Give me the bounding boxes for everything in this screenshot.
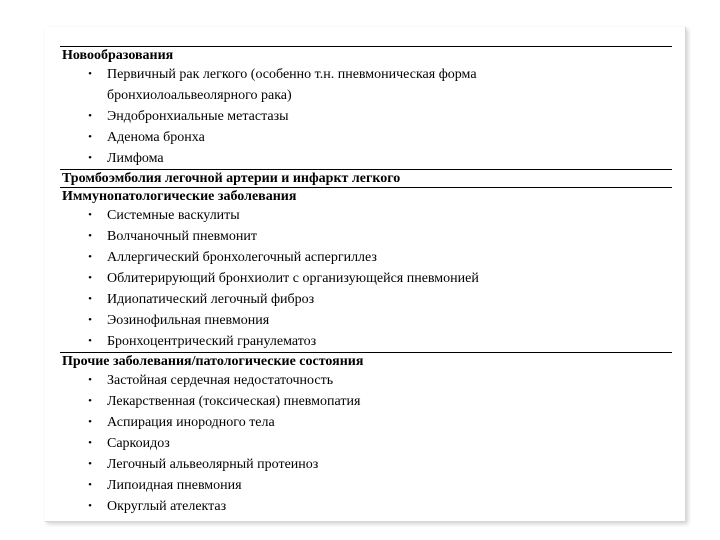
list-item-text: Эндобронхиальные метастазы	[107, 109, 289, 124]
list-item	[60, 268, 672, 289]
bullet-icon: •	[88, 500, 92, 512]
list-item	[60, 205, 672, 226]
section-list-neoplasms	[60, 64, 672, 169]
list-item	[60, 289, 672, 310]
section-list-other-conditions	[60, 370, 672, 517]
bullet-icon: •	[88, 314, 92, 326]
bullet-icon: •	[88, 209, 92, 221]
list-item-text: Идиопатический легочный фиброз	[107, 292, 315, 307]
section-heading-neoplasms: Новообразования	[60, 46, 672, 64]
list-item	[60, 433, 672, 454]
list-item	[60, 391, 672, 412]
list-item	[60, 454, 672, 475]
section-list-immunopathologic	[60, 205, 672, 352]
list-item-text: Аллергический бронхолегочный аспергиллез	[107, 250, 377, 265]
bullet-icon: •	[88, 152, 92, 164]
bullet-icon: •	[88, 251, 92, 263]
list-item-text: Бронхоцентрический гранулематоз	[107, 334, 317, 349]
bullet-icon: •	[88, 395, 92, 407]
list-item-text: Липоидная пневмония	[107, 478, 242, 493]
list-item	[60, 331, 672, 352]
list-item	[60, 64, 672, 106]
bullet-icon: •	[88, 131, 92, 143]
bullet-icon: •	[88, 374, 92, 386]
list-item-text: Эозинофильная пневмония	[107, 313, 270, 328]
bullet-icon: •	[88, 437, 92, 449]
bullet-icon: •	[88, 68, 92, 80]
bullet-icon: •	[88, 230, 92, 242]
list-item	[60, 247, 672, 268]
section-heading-pulmonary-embolism: Тромбоэмболия легочной артерии и инфаркт легкого	[60, 169, 672, 187]
list-item	[60, 370, 672, 391]
bullet-icon: •	[88, 479, 92, 491]
list-item-text: Аспирация инородного тела	[107, 415, 275, 430]
list-item-text: Лимфома	[107, 151, 164, 166]
list-item-text: Системные васкулиты	[107, 208, 240, 223]
list-item-text: Волчаночный пневмонит	[107, 229, 257, 244]
bullet-icon: •	[88, 335, 92, 347]
list-item-text: Аденома бронха	[107, 130, 205, 145]
list-item	[60, 475, 672, 496]
list-item-text: Застойная сердечная недостаточность	[107, 373, 334, 388]
list-item	[60, 496, 672, 517]
list-item-text: Лекарственная (токсическая) пневмопатия	[107, 394, 361, 409]
list-item	[60, 127, 672, 148]
document-page	[45, 27, 686, 522]
list-item-text: Округлый ателектаз	[107, 499, 227, 514]
list-item-text: Саркоидоз	[107, 436, 170, 451]
bullet-icon: •	[88, 293, 92, 305]
list-item-text: Первичный рак легкого (особенно т.н. пневмоническая форма бронхиолоальвеолярного рака)	[107, 67, 477, 103]
list-item	[60, 412, 672, 433]
bullet-icon: •	[88, 416, 92, 428]
list-item	[60, 148, 672, 169]
document-content	[60, 46, 672, 517]
bullet-icon: •	[88, 110, 92, 122]
bullet-icon: •	[88, 272, 92, 284]
section-heading-other-conditions: Прочие заболевания/патологические состояния	[60, 352, 672, 370]
bullet-icon: •	[88, 458, 92, 470]
list-item	[60, 310, 672, 331]
section-heading-immunopathologic: Иммунопатологические заболевания	[60, 187, 672, 205]
list-item-text: Легочный альвеолярный протеиноз	[107, 457, 319, 472]
list-item-text: Облитерирующий бронхиолит с организующейся пневмонией	[107, 271, 479, 286]
list-item	[60, 106, 672, 127]
list-item	[60, 226, 672, 247]
